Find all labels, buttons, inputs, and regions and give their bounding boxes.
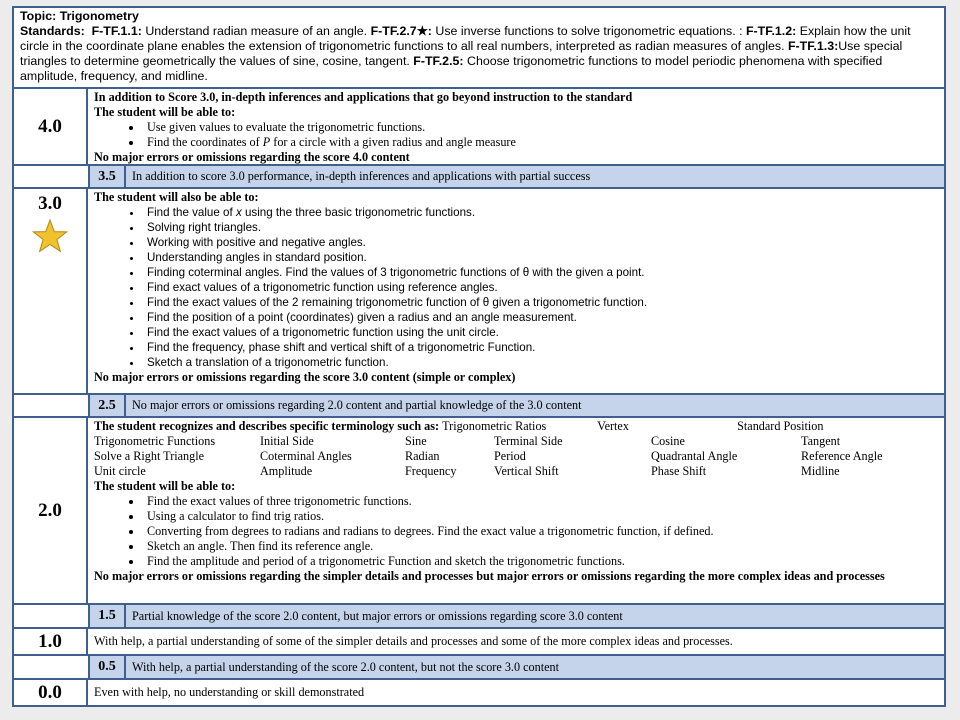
- std5-code: F-TF.2.5:: [413, 54, 464, 68]
- score-label-4: 4.0: [14, 89, 88, 164]
- score-label-1: 1.0: [14, 629, 88, 654]
- term: Terminal Side: [494, 434, 563, 448]
- standards-text: [20, 24, 938, 84]
- score-row-4: [14, 89, 944, 166]
- score-label-2: 2.0: [14, 418, 88, 603]
- list-item-var: x: [235, 206, 242, 219]
- terminology-grid: [94, 434, 938, 479]
- list-item: • Find the frequency, phase shift and vertical shift of a trigonometric Function.: [143, 340, 938, 355]
- score-4-footer: No major errors or omissions regarding the score 4.0 content: [94, 150, 410, 164]
- score-3-able: The student will also be able to:: [94, 190, 259, 204]
- score-2-footer: No major errors or omissions regarding the simpler details and processes but major errors or omissions regarding the more complex ideas and processes: [94, 569, 885, 583]
- score-row-3: [14, 189, 944, 395]
- list-item: • Find the exact values of three trigonometric functions.: [143, 494, 938, 509]
- score-label-3-5: 3.5: [90, 166, 126, 187]
- standards-label: Standards:: [20, 24, 85, 38]
- list-item: • Solving right triangles.: [143, 220, 938, 235]
- term: Unit circle: [94, 464, 146, 478]
- score-spacer: [14, 166, 90, 187]
- std2-code: F-TF.2.7★:: [370, 24, 432, 38]
- list-item: • Working with positive and negative angles.: [143, 235, 938, 250]
- std1-code: F-TF.1.1:: [91, 24, 142, 38]
- term: Initial Side: [260, 434, 314, 448]
- list-item: • Find the exact values of the 2 remaining trigonometric function of θ given a trigonometric function.: [143, 295, 938, 310]
- score-label-0: 0.0: [14, 680, 88, 705]
- term: Solve a Right Triangle: [94, 449, 205, 463]
- score-2-able: The student will be able to:: [94, 479, 236, 493]
- list-item: • Use given values to evaluate the trigonometric functions.: [143, 120, 938, 135]
- term: Amplitude: [260, 464, 313, 478]
- score-text-0: Even with help, no understanding or skill demonstrated: [94, 685, 365, 699]
- list-item: • Using a calculator to find trig ratios.: [143, 509, 938, 524]
- score-3-footer: No major errors or omissions regarding the score 3.0 content (simple or complex): [94, 370, 516, 384]
- score-row-2-5: [14, 395, 944, 418]
- term: Period: [494, 449, 526, 463]
- score-content-4: [88, 89, 944, 164]
- term: Quadrantal Angle: [651, 449, 738, 463]
- term: Vertex: [597, 419, 629, 433]
- score-row-2: [14, 418, 944, 605]
- list-item: • Find the amplitude and period of a trigonometric Function and sketch the trigonometric functions.: [143, 554, 938, 569]
- list-item: • Finding coterminal angles. Find the values of 3 trigonometric functions of θ with the given a point.: [143, 265, 938, 280]
- score-row-1: [14, 629, 944, 656]
- list-item: • Find the exact values of a trigonometric function using the unit circle.: [143, 325, 938, 340]
- term: Cosine: [651, 434, 685, 448]
- score-label-3: 3.0: [38, 193, 62, 214]
- term: Sine: [405, 434, 427, 448]
- list-item: • Converting from degrees to radians and radians to degrees. Find the exact value a trigonometric function, if defined.: [143, 524, 938, 539]
- score-4-list: [94, 120, 938, 150]
- term: Vertical Shift: [494, 464, 559, 478]
- score-content-3: [88, 189, 944, 393]
- score-4-able: The student will be able to:: [94, 105, 236, 119]
- score-2-intro: The student recognizes and describes specific terminology such as:: [94, 419, 443, 433]
- std4-code: F-TF.1.3:: [787, 39, 839, 53]
- term: Reference Angle: [801, 449, 883, 463]
- score-row-1-5: [14, 605, 944, 629]
- score-spacer: [14, 395, 90, 416]
- score-row-3-5: [14, 166, 944, 189]
- list-item: [143, 205, 938, 220]
- score-3-list: [94, 205, 938, 370]
- list-item-text: Find the coordinates of: [147, 135, 263, 149]
- score-text-2-5: No major errors or omissions regarding 2.0 content and partial knowledge of the 3.0 content: [132, 398, 582, 412]
- score-2-list: [94, 494, 938, 569]
- score-label-1-5: 1.5: [90, 605, 126, 627]
- topic-title: Topic: Trigonometry: [20, 9, 139, 23]
- score-text-1-5: Partial knowledge of the score 2.0 content, but major errors or omissions regarding score 3.0 content: [132, 608, 623, 623]
- score-spacer: [14, 605, 90, 627]
- std5-text: Choose trigonometric functions to model periodic phenomena with specified amplitude, frequency, and midline.: [20, 54, 883, 83]
- term: Frequency: [405, 464, 457, 478]
- list-item-var: P: [262, 135, 271, 149]
- term: Midline: [801, 464, 840, 478]
- std3-code: F-TF.1.2:: [745, 24, 797, 38]
- list-item: • Understanding angles in standard position.: [143, 250, 938, 265]
- rubric-page: [12, 6, 946, 707]
- score-text-0-5: With help, a partial understanding of the score 2.0 content, but not the score 3.0 content: [132, 659, 559, 674]
- std4-text: Use special triangles to determine geometrically the values of sine, cosine, tangent.: [20, 39, 903, 68]
- list-item: [143, 135, 938, 150]
- score-2-intro-line: [94, 419, 938, 434]
- list-item-text: for a circle with a given radius and angle measure: [270, 135, 516, 149]
- score-spacer: [14, 656, 90, 678]
- score-cell-3: [14, 189, 88, 393]
- score-label-2-5: 2.5: [90, 395, 126, 416]
- score-text-1: With help, a partial understanding of some of the simpler details and processes and some of the more complex ideas and processes.: [94, 634, 733, 648]
- term: Trigonometric Functions: [94, 434, 216, 448]
- standards-header: [14, 8, 944, 89]
- term: Tangent: [801, 434, 841, 448]
- list-item-text: using the three basic trigonometric functions.: [241, 206, 476, 219]
- std2-text: Use inverse functions to solve trigonometric equations. :: [431, 24, 746, 38]
- list-item-text: Find the value of: [147, 206, 236, 219]
- std3-text: Explain how the unit circle in the coordinate plane enables the extension of trigonometric functions to all real numbers, interpreted as radian measures of angles.: [20, 24, 911, 53]
- term: Phase Shift: [651, 464, 707, 478]
- list-item: • Find the position of a point (coordinates) given a radius and an angle measurement.: [143, 310, 938, 325]
- star-icon: [32, 219, 68, 253]
- score-4-intro: In addition to Score 3.0, in-depth inferences and applications that go beyond instruction to the standard: [94, 90, 633, 104]
- term: Standard Position: [737, 419, 824, 433]
- term: Trigonometric Ratios: [442, 419, 547, 433]
- score-row-0: [14, 680, 944, 705]
- score-text-3-5: In addition to score 3.0 performance, in-depth inferences and applications with partial success: [132, 169, 591, 183]
- std1-text: Understand radian measure of an angle.: [141, 24, 371, 38]
- score-label-0-5: 0.5: [90, 656, 126, 678]
- list-item: • Sketch an angle. Then find its reference angle.: [143, 539, 938, 554]
- term: Coterminal Angles: [260, 449, 352, 463]
- score-content-2: [88, 418, 944, 603]
- score-row-0-5: [14, 656, 944, 680]
- term: Radian: [405, 449, 440, 463]
- list-item: • Sketch a translation of a trigonometric function.: [143, 355, 938, 370]
- list-item: • Find exact values of a trigonometric function using reference angles.: [143, 280, 938, 295]
